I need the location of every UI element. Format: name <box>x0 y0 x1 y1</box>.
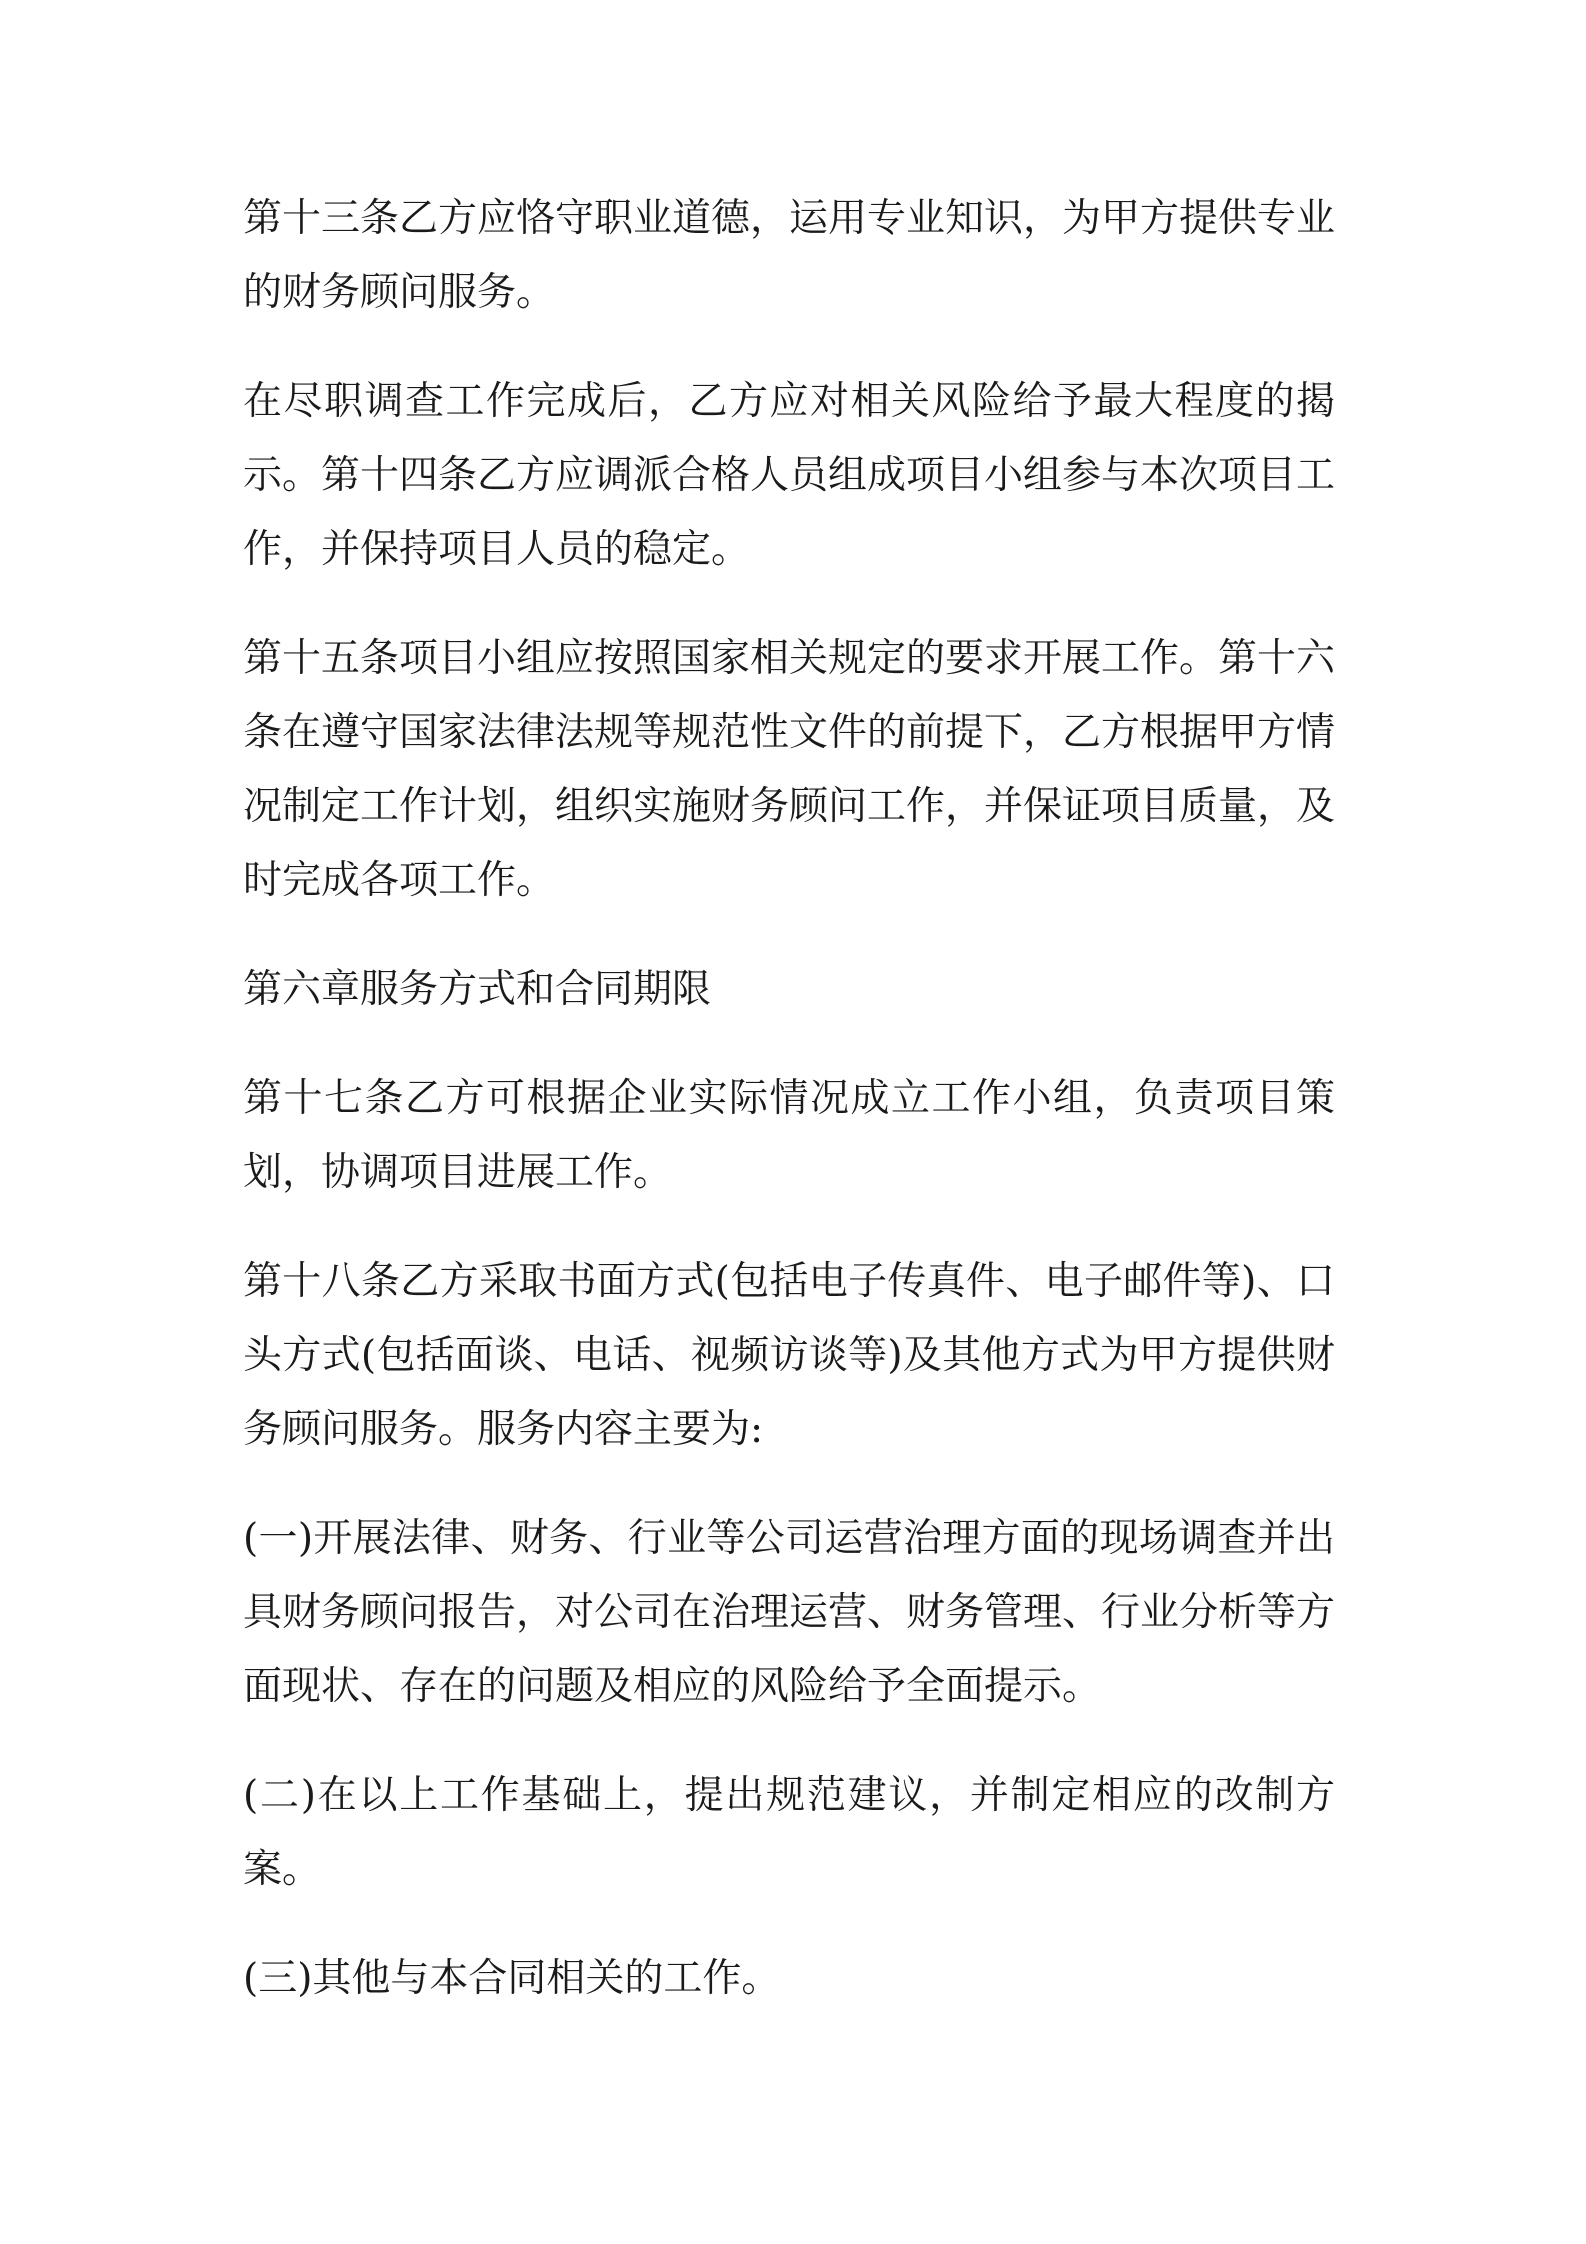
document-body <box>243 182 1335 2051</box>
list-item-3: (三)其他与本合同相关的工作。 <box>243 1956 781 2001</box>
chapter-heading: 第六章服务方式和合同期限 <box>243 967 712 1012</box>
paragraph-article-17: 第十七条乙方可根据企业实际情况成立工作小组，负责项目策划，协调项目进展工作。 <box>243 1076 1335 1195</box>
paragraph-article-15-16: 第十五条项目小组应按照国家相关规定的要求开展工作。第十六条在遵守国家法律法规等规范性文件的前提下，乙方根据甲方情况制定工作计划，组织实施财务顾问工作，并保证项目质量，及时完成各项工作。 <box>243 636 1336 903</box>
paragraph-article-18: 第十八条乙方采取书面方式(包括电子传真件、电子邮件等)、口头方式(包括面谈、电话、视频访谈等)及其他方式为甲方提供财务顾问服务。服务内容主要为: <box>243 1259 1335 1452</box>
list-item-2: (二)在以上工作基础上，提出规范建议，并制定相应的改制方案。 <box>243 1773 1335 1892</box>
paragraph-due-diligence-article-14: 在尽职调查工作完成后，乙方应对相关风险给予最大程度的揭示。第十四条乙方应调派合格人员组成项目小组参与本次项目工作，并保持项目人员的稳定。 <box>243 379 1336 572</box>
paragraph-article-13: 第十三条乙方应恪守职业道德，运用专业知识，为甲方提供专业的财务顾问服务。 <box>243 196 1336 315</box>
list-item-1: (一)开展法律、财务、行业等公司运营治理方面的现场调查并出具财务顾问报告，对公司在治理运营、财务管理、行业分析等方面现状、存在的问题及相应的风险给予全面提示。 <box>243 1516 1336 1709</box>
